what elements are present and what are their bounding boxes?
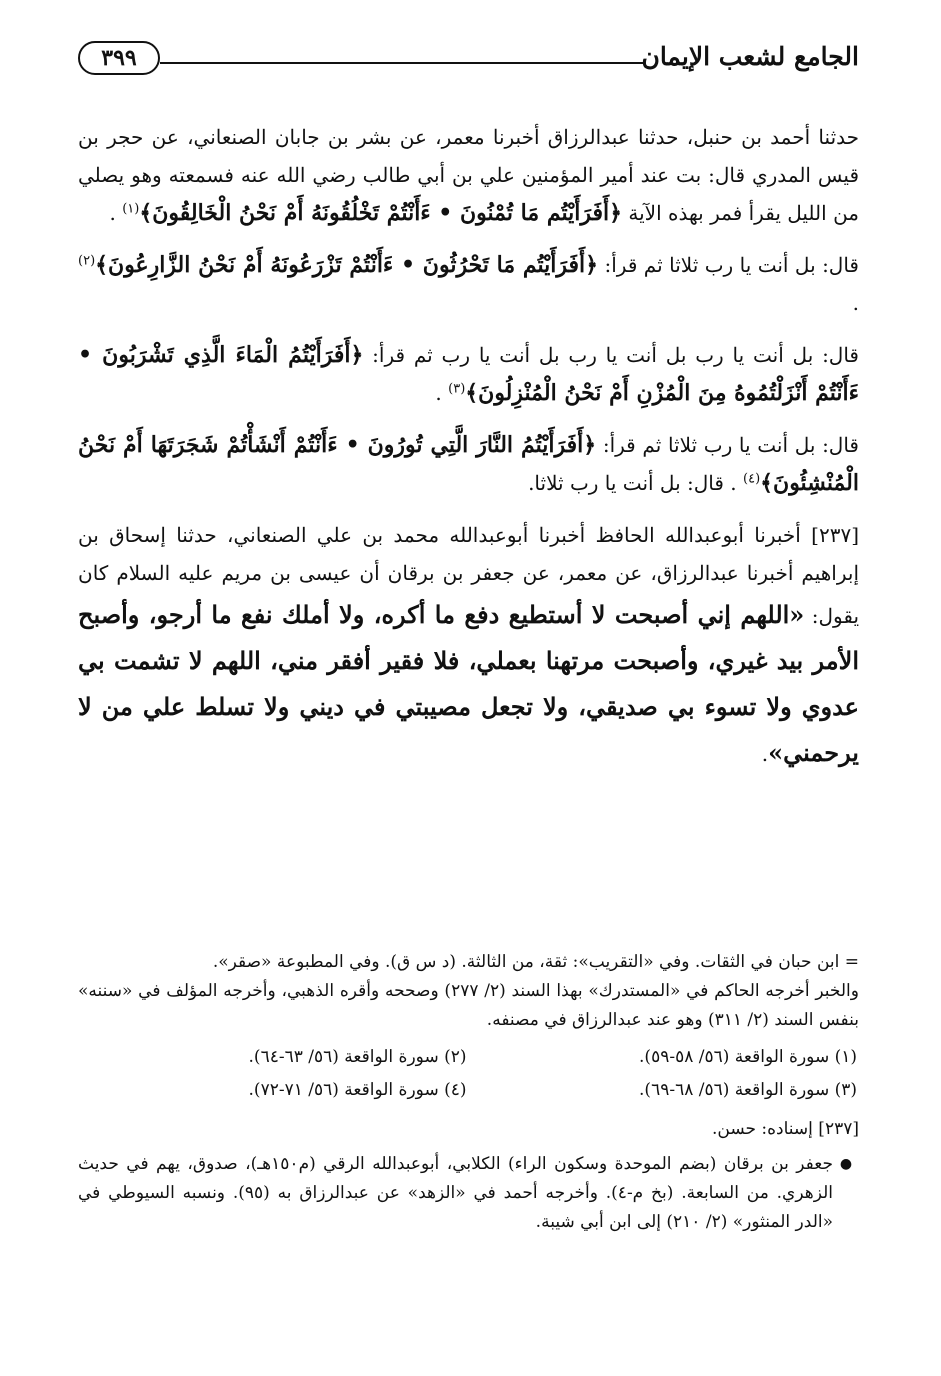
paragraph-3 bbox=[78, 336, 859, 412]
main-text bbox=[78, 118, 859, 790]
paragraph-end: . bbox=[109, 201, 116, 225]
bullet-icon: ● bbox=[839, 1156, 853, 1172]
isnad-grade: [٢٣٧] إسناده: حسن. bbox=[712, 1119, 859, 1139]
footnote-refs bbox=[78, 1041, 859, 1107]
paragraph-1 bbox=[78, 118, 859, 232]
quran-verse: ﴿أَفَرَأَيْتُمُ الْمَاءَ الَّذِي تَشْرَبُونَ • ءَأَنْتُمْ أَنْزَلْتُمُوهُ مِنَ الْمُزْنِ أَمْ نَحْنُ الْمُنْزِلُونَ﴾ bbox=[78, 342, 859, 406]
footnote-continuation: والخبر أخرجه الحاكم في «المستدرك» بهذا السند (٢/ ٢٧٧) وصححه وأقره الذهبي، وأخرجه المؤلف في «سننه» بنفس السند (٢/ ٣١١) وهو عند عبدالرزاق في مصنفه. bbox=[78, 981, 859, 1030]
hadith-237 bbox=[78, 516, 859, 776]
paragraph-2 bbox=[78, 246, 859, 322]
header-rule bbox=[160, 62, 644, 64]
hadith-isnad-text: أخبرنا أبوعبدالله الحافظ أخبرنا أبوعبدالله محمد بن علي الصنعاني، حدثنا إسحاق بن إبراهيم أخبرنا عبدالرزاق، عن معمر، عن جعفر بن برقان أن عيسى بن مريم عليه السلام كان يقول: bbox=[78, 523, 860, 628]
narration-text: قال: بل أنت يا رب ثلاثا ثم قرأ: bbox=[604, 253, 859, 277]
footnote-ref[interactable]: (٣) bbox=[448, 381, 466, 397]
footnote-4: (٤) سورة الواقعة (٥٦/ ٧١-٧٢). bbox=[248, 1080, 467, 1100]
paragraph-end: . bbox=[761, 742, 769, 766]
footnote-ref[interactable]: (١) bbox=[122, 201, 140, 217]
narration-text: قال: بل أنت يا رب بل أنت يا رب بل أنت يا رب ثم قرأ: bbox=[372, 343, 859, 367]
paragraph-4 bbox=[78, 426, 859, 502]
hadith-number: [٢٣٧] bbox=[811, 523, 860, 547]
footnotes-section bbox=[78, 948, 859, 1237]
footnote-continuation: = ابن حبان في الثقات. وفي «التقريب»: ثقة، من الثالثة. (د س ق). وفي المطبوعة «صقر». bbox=[212, 952, 859, 972]
page-header bbox=[78, 38, 859, 82]
footnote-ref[interactable]: (٤) bbox=[743, 471, 761, 487]
narration-text: حدثنا أحمد بن حنبل، حدثنا عبدالرزاق أخبرنا معمر، عن بشر بن جابان الصنعاني، عن حجر بن قيس المدري قال: بت عند أمير المؤمنين علي بن أبي طالب رضي الله عنه فسمعته وهو يصلي من الليل يقرأ فمر بهذه الآية bbox=[78, 125, 859, 225]
footnote-2: (٢) سورة الواقعة (٥٦/ ٦٣-٦٤). bbox=[248, 1047, 467, 1067]
paragraph-end: . bbox=[435, 381, 442, 405]
quran-verse: ﴿أَفَرَأَيْتُمُ النَّارَ الَّتِي تُورُونَ • ءَأَنْتُمْ أَنْشَأْتُمْ شَجَرَتَهَا أَمْ نَحْنُ الْمُنْشِئُونَ﴾ bbox=[78, 432, 859, 496]
paragraph-end: . bbox=[852, 291, 859, 315]
footnote-3: (٣) سورة الواقعة (٥٦/ ٦٨-٦٩). bbox=[639, 1080, 857, 1100]
page-number: ٣٩٩ bbox=[78, 41, 160, 75]
supplication-text: «اللهم إني أصبحت لا أستطيع دفع ما أكره، ولا أملك نفع ما أرجو، وأصبح الأمر بيد غيري، وأصبحت مرتهنا بعملي، فلا فقير أفقر مني، اللهم لا تشمت بي عدوي ولا تسوء بي صديقي، ولا تجعل مصيبتي في ديني ولا تسلط علي من لا يرحمني» bbox=[78, 600, 859, 767]
footnote-ref[interactable]: (٢) bbox=[78, 253, 96, 269]
book-page bbox=[78, 0, 859, 1376]
paragraph-end: . قال: بل أنت يا رب ثلاثا. bbox=[528, 471, 737, 495]
narration-text: قال: بل أنت يا رب ثلاثا ثم قرأ: bbox=[602, 433, 859, 457]
narrator-note bbox=[78, 1150, 859, 1237]
narrator-note-text: جعفر بن برقان (بضم الموحدة وسكون الراء) الكلابي، أبوعبدالله الرقي (م١٥٠هـ)، صدوق، يهم في حديث الزهري. من السابعة. (بخ م-٤). وأخرجه أحمد في «الزهد» عن عبدالرزاق به (٩٥). ونسبه السيوطي في «الدر المنثور» (٢/ ٢١٠) إلى ابن أبي شيبة. bbox=[78, 1154, 833, 1232]
running-title: الجامع لشعب الإيمان bbox=[641, 42, 859, 71]
quran-verse: ﴿أَفَرَأَيْتُم مَا تَحْرُثُونَ • ءَأَنْتُمْ تَزْرَعُونَهُ أَمْ نَحْنُ الزَّارِعُونَ﴾ bbox=[95, 252, 599, 278]
quran-verse: ﴿أَفَرَأَيْتُم مَا تُمْنُونَ • ءَأَنْتُمْ تَخْلُقُونَهُ أَمْ نَحْنُ الْخَالِقُونَ﴾ bbox=[139, 200, 623, 226]
footnote-1: (١) سورة الواقعة (٥٦/ ٥٨-٥٩). bbox=[639, 1047, 857, 1067]
